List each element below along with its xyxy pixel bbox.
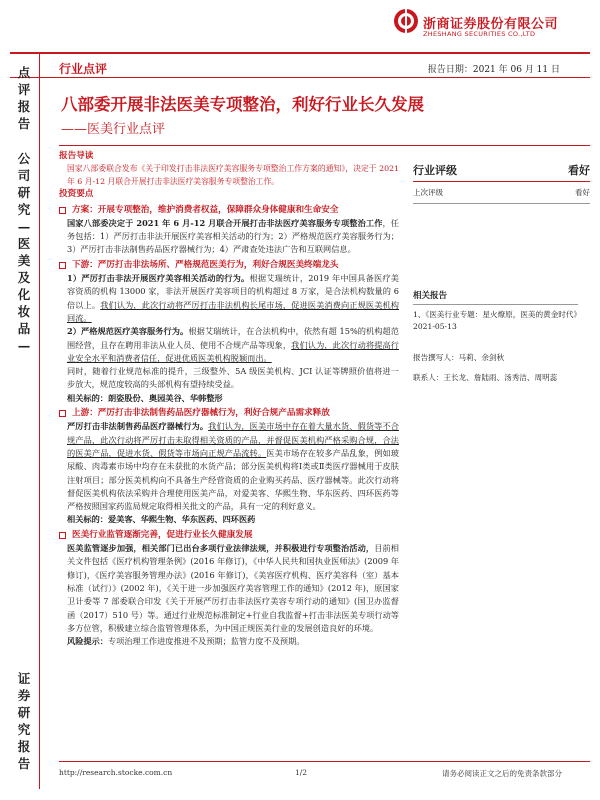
plan-paragraph: 国家八部委决定于 2021 年 6 月-12 月联合开展打击非法医疗美容服务专项整治工作，任务包括：1）严厉打击非法开展医疗美容相关活动的行为；2）严格规范医疗美容服务行为；3）严厉打击非法制售药品医疗器械行为；4）严肃查处违法广告和互联网信息。 [67, 217, 399, 255]
bullet-square-icon [59, 410, 66, 417]
previous-rating [413, 182, 590, 204]
bullet-plan [59, 204, 399, 217]
bullet-upstream [59, 407, 399, 420]
upstream-related: 相关标的：爱美客、华熙生物、华东医药、四环医药 [67, 514, 256, 525]
related-reports-heading: 相关报告 [413, 289, 578, 305]
side-tag-review: 点评报告 [17, 65, 31, 131]
guide-text: 国家八部委联合发布《关于印发打击非法医疗美容服务专项整治工作方案的通知》，决定于 2021 年 6 月-12 月联合开展打击非法医疗美容服务专项整治工作。 [67, 164, 399, 186]
report-date: 报告日期：2021 年 06 月 11 日 [427, 65, 560, 75]
rating-value: 看好 [568, 164, 590, 177]
regulation-paragraph: 医美监管逐步加强，相关部门已出台多项行业法律法规，并积极进行专项整治活动，目前相关文件包括《医疗机构管理条例》(2016 年修订)，《中华人民共和国执业医师法》(2009 年修订)，《医疗美容服务管理办法》(2016 年修订)，《美容医疗机构、医疗美容科（室）基本标准（试行）》(2002 年)，《关于进一步加强医疗美容管理工作的通知》(2012 年)，原国家卫计委等 7 部委联合印发《关于开展严厉打击非法医疗美容专项行动的通知》(国卫办监督函（2017）510 号）等。通过行业规范标准制定+行业自我监督+打击非法医美专项行动等多方位管，积极建立综合监管管理体系，为中国正规医美行业的发展创造良好的环境。 [67, 543, 399, 633]
side-tag-category: 公司研究—医美及化妆品— [17, 151, 31, 353]
bullet-regulation-title: 医美行业监管逐渐完善，促进行业长久健康发展 [72, 529, 253, 540]
downstream-paragraph-3: 同时，随着行业规范标准的提升，三级整外、5A 级医美机构、JCI 认证等牌照价值将进一步放大，规范度较高的头部机构有望持续受益。 [67, 366, 399, 390]
section-label: 行业点评 [59, 62, 108, 76]
bullet-square-icon [59, 532, 66, 539]
downstream-paragraph-2: 2）严格规范医疗美容服务行为。根据艾瑞统计，在合法机构中，依然有超 15%的机构超范围经营，且存在聘用非法从业人员、使用不合规产品等现象，我们认为，此次行动将提高行业安全水平和消费者信任，促进优质医美机构脱颖而出。 [67, 326, 399, 363]
footer-rule [59, 761, 590, 762]
footer-url-link[interactable]: http://research.stocke.com.cn [59, 768, 173, 777]
contact-info: 联系人：王长龙、詹陆雨、汤秀洁、周明蕊 [413, 372, 558, 382]
bullet-square-icon [59, 262, 66, 269]
company-logo-icon [393, 8, 419, 34]
bullet-upstream-title: 上游：严厉打击非法制售药品医疗器械行为，利好合规产品需求释放 [72, 408, 330, 419]
main-content [59, 150, 399, 648]
points-heading: 投资要点 [59, 189, 94, 200]
page-number: 1/2 [295, 768, 308, 777]
rating-label: 行业评级 [413, 164, 457, 177]
side-tag-research: 证券研究报告 [17, 671, 31, 771]
previous-rating-value: 看好 [575, 188, 590, 197]
downstream-related: 相关标的：朗姿股份、奥园美谷、华韩整形 [67, 392, 223, 403]
disclaimer-note: 请务必阅读正文之后的免责条款部分 [442, 769, 562, 778]
bullet-plan-title: 方案：开展专项整治，维护消费者权益，保障群众身体健康和生命安全 [72, 204, 339, 215]
bullet-square-icon [59, 207, 66, 214]
header-rule-thin [10, 77, 590, 78]
report-title: 八部委开展非法医美专项整治，利好行业长久发展 [61, 95, 424, 114]
industry-rating [413, 162, 590, 182]
sidebar-info [413, 162, 590, 383]
company-name-en: ZHESHANG SECURITIES CO.,LTD [423, 30, 536, 38]
bullet-downstream [59, 259, 399, 272]
risk-note: 风险提示：专项治理工作进度推进不及预期；监管力度不及预期。 [67, 636, 305, 647]
side-divider [39, 54, 40, 789]
guide-heading: 报告导读 [59, 151, 94, 161]
company-name-cn: 浙商证券股份有限公司 [423, 17, 559, 32]
downstream-paragraph-1: 1）严厉打击非法开展医疗美容相关活动的行为。根据艾瑞统计，2019 年中国具备医疗美容资质的机构 13000 家，非法开展医疗美容项目的机构超过 8 万家，是合法机构数量的 6 倍以上。我们认为，此次行动将严厉打击非法机构长尾市场，促进医美消费向正规医美机构回流。 [67, 273, 399, 323]
bullet-regulation [59, 529, 399, 542]
analyst-info: 报告撰写人：马莉、余剑秋 [413, 353, 505, 362]
previous-rating-label: 上次评级 [413, 188, 443, 197]
bullet-downstream-title: 下游：严厉打击非法场所、严格规范医美行为，利好合规医美终端龙头 [72, 259, 339, 270]
title-rule [59, 145, 590, 146]
report-subtitle: ——医美行业点评 [61, 122, 166, 137]
upstream-paragraph-1: 严厉打击非法制售药品医疗器械行为。我们认为，医美市场中存在着大量水货、假货等不合规产品，此次行动将严厉打击未取得相关资质的产品，并督促医美机构严格采购合规，合法的医美产品，促进水货、假货等市场向正规产品流转。医美市场存在较多产品乱象，例如玻尿酸、肉毒素市场中均存在未获批的水货产品；部分医美机构将Ⅰ类或Ⅱ类医疗器械用于皮肤注射项目；部分医美机构向不具备生产经营资质的企业购买药品、医疗器械等。此次行动将督促医美机构依法采购并合理使用医美产品，对爱美客、华熙生物、华东医药、四环医药等严格按照国家药监局规定取得相关批文的产品，具有一定的利好意义。 [67, 421, 399, 512]
header-rule [10, 52, 590, 54]
related-report-item[interactable]: 1、《医美行业专题：星火燎原，医美的黄金时代》2021-05-13 [413, 310, 582, 331]
